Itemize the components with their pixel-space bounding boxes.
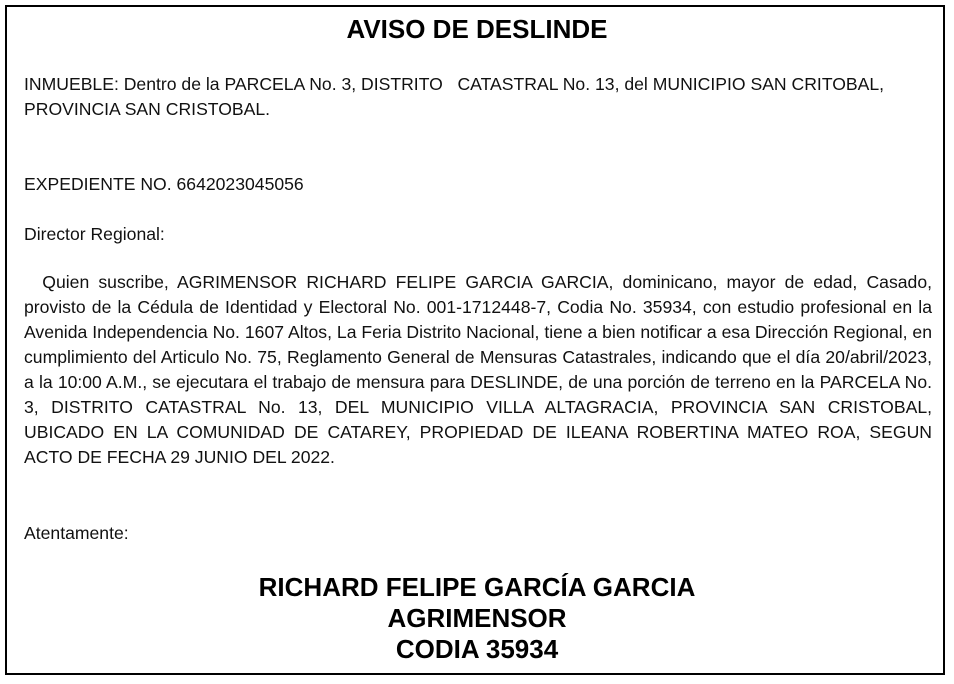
notice-paragraph: Quien suscribe, AGRIMENSOR RICHARD FELIPE GARCIA GARCIA, dominicano, mayor de edad, Casado, provisto de la Cédula de Identidad y Electoral No. 001-1712448-7, Codia No. 35934, con estudio profesional en la Avenida Independencia No. 1607 Altos, La Feria Distrito Nacional, tiene a bien notificar a esa Dirección Regional, en cumplimiento del Articulo No. 75, Reglamento General de Mensuras Catastrales, indicando que el día 20/abril/2023, a la 10:00 A.M., se ejecutara el trabajo de mensura para DESLINDE, de una porción de terreno en la PARCELA No. 3, DISTRITO CATASTRAL No. 13, DEL MUNICIPIO VILLA ALTAGRACIA, PROVINCIA SAN CRISTOBAL, UBICADO EN LA COMUNIDAD DE CATAREY, PROPIEDAD DE ILEANA ROBERTINA MATEO ROA, SEGUN ACTO DE FECHA 29 JUNIO DEL 2022.: [24, 272, 932, 467]
signature-block: [0, 572, 954, 665]
notice-title: AVISO DE DESLINDE: [346, 14, 608, 44]
signatory-codia: CODIA 35934: [395, 634, 559, 664]
signatory-title: AGRIMENSOR: [387, 603, 567, 633]
addressee: Director Regional:: [24, 224, 165, 244]
property-description: [24, 72, 932, 122]
property-line-1: INMUEBLE: Dentro de la PARCELA No. 3, DISTRITO CATASTRAL No. 13, del MUNICIPIO SAN CRITOBAL,: [24, 74, 885, 94]
closing-salutation: Atentamente:: [24, 523, 129, 543]
case-number: EXPEDIENTE NO. 6642023045056: [24, 174, 304, 194]
property-line-2: PROVINCIA SAN CRISTOBAL.: [24, 99, 271, 119]
signatory-name: RICHARD FELIPE GARCÍA GARCIA: [258, 572, 696, 602]
